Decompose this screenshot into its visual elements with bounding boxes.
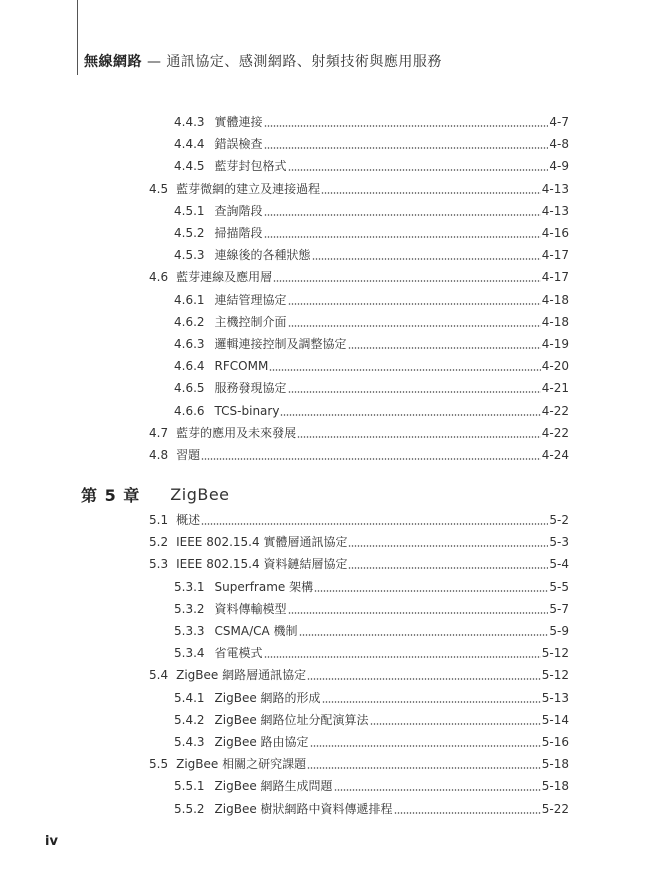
toc-entry-number: 4.4.3 xyxy=(174,115,205,129)
toc-entry[interactable] xyxy=(174,356,569,374)
dot-leader xyxy=(288,303,541,305)
dot-leader xyxy=(322,701,541,703)
toc-entry-number: 5.3 xyxy=(149,557,169,572)
toc-entry-page: 4-24 xyxy=(541,448,569,462)
dot-leader xyxy=(264,147,549,149)
toc-entry-number: 5.4 xyxy=(149,668,169,683)
toc-entry-title: 連線後的各種狀態 xyxy=(214,248,311,263)
dot-leader xyxy=(273,280,541,282)
toc-entry[interactable] xyxy=(174,599,569,617)
header-separator: — xyxy=(142,54,167,70)
toc-entry-page: 4-17 xyxy=(541,248,569,263)
dot-leader xyxy=(288,612,549,614)
dot-leader xyxy=(264,656,541,658)
toc-entry-title: CSMA/CA 機制 xyxy=(214,624,298,638)
toc-entry-number: 4.7 xyxy=(149,425,169,440)
toc-entry-page: 5-2 xyxy=(549,513,569,527)
toc-entry-title: 查詢階段 xyxy=(214,203,263,218)
toc-entry[interactable] xyxy=(174,201,569,219)
toc-entry-page: 5-13 xyxy=(541,690,569,705)
toc-entry[interactable] xyxy=(149,179,569,197)
toc-entry-number: 5.4.1 xyxy=(174,690,205,705)
toc-entry-page: 4-22 xyxy=(541,403,569,418)
toc-entry[interactable] xyxy=(149,532,569,550)
running-header xyxy=(84,53,442,71)
toc-entry-page: 5-3 xyxy=(549,535,569,550)
toc-entry[interactable] xyxy=(149,665,569,683)
toc-entry-title: 資料傳輸模型 xyxy=(214,601,287,616)
toc-entry-page: 4-13 xyxy=(541,203,569,218)
spine-rule xyxy=(77,0,78,75)
toc-entry[interactable] xyxy=(149,754,569,772)
toc-entry-number: 4.6.1 xyxy=(174,292,205,307)
dot-leader xyxy=(348,347,541,349)
toc-entry-title: 省電模式 xyxy=(214,646,263,661)
toc-entry-title: IEEE 802.15.4 實體層通訊協定 xyxy=(176,535,348,550)
toc-entry-number: 4.6.6 xyxy=(174,403,205,418)
toc-entry-title: 邏輯連接控制及調整協定 xyxy=(214,337,347,351)
toc-entry-title: ZigBee 相關之研究課題 xyxy=(176,757,307,772)
book-title: 無線網路 xyxy=(84,54,142,70)
toc-entry-page: 4-20 xyxy=(541,359,569,374)
dot-leader xyxy=(394,812,541,814)
toc-entry[interactable] xyxy=(149,267,569,285)
dot-leader xyxy=(334,789,541,791)
toc-entry-title: 藍芽的應用及未來發展 xyxy=(176,425,297,440)
toc-entry-page: 5-16 xyxy=(541,735,569,749)
dot-leader xyxy=(307,767,541,769)
dot-leader xyxy=(310,745,541,747)
toc-entry-title: 藍芽連線及應用層 xyxy=(176,270,273,285)
toc-entry[interactable] xyxy=(174,688,569,706)
toc-entry[interactable] xyxy=(174,290,569,308)
toc-entry-title: 錯誤檢查 xyxy=(214,137,263,152)
toc-entry[interactable] xyxy=(174,156,569,174)
toc-entry[interactable] xyxy=(174,245,569,263)
toc-entry[interactable] xyxy=(174,378,569,396)
toc-entry-number: 4.6.5 xyxy=(174,381,205,396)
dot-leader xyxy=(314,590,548,592)
toc-entry-number: 5.2 xyxy=(149,535,169,550)
toc-entry[interactable] xyxy=(174,223,569,241)
toc-entry-page: 5-4 xyxy=(549,557,569,572)
toc-entry[interactable] xyxy=(174,710,569,728)
toc-entry[interactable] xyxy=(174,799,569,817)
toc-entry-title: ZigBee 網路的形成 xyxy=(214,690,321,705)
chapter-label: 第 5 章 xyxy=(81,485,141,505)
toc-entry-page: 4-21 xyxy=(541,381,569,396)
dot-leader xyxy=(348,545,548,547)
toc-entry-number: 4.5.2 xyxy=(174,226,205,240)
toc-entry[interactable] xyxy=(174,732,569,750)
toc-entry[interactable] xyxy=(174,621,569,639)
toc-entry[interactable] xyxy=(174,776,569,794)
toc-entry-page: 5-5 xyxy=(549,579,569,594)
toc-entry[interactable] xyxy=(149,445,569,463)
toc-entry-number: 4.5 xyxy=(149,181,169,196)
toc-entry-page: 4-7 xyxy=(549,115,569,129)
toc-entry-number: 4.4.5 xyxy=(174,159,205,174)
toc-entry-title: ZigBee 網路位址分配演算法 xyxy=(214,712,369,727)
toc-entry-title: 概述 xyxy=(176,513,201,527)
toc-entry-title: TCS-binary xyxy=(214,403,280,418)
toc-entry-number: 5.3.4 xyxy=(174,646,205,661)
toc-entry[interactable] xyxy=(174,401,569,419)
toc-entry-title: 掃描階段 xyxy=(214,226,263,240)
book-subtitle: 通訊協定、感測網路、射頻技術與應用服務 xyxy=(166,54,442,70)
toc-entry-title: 藍芽微網的建立及連接過程 xyxy=(176,181,321,196)
toc-entry-number: 4.6 xyxy=(149,270,169,285)
toc-entry-number: 4.6.4 xyxy=(174,359,205,374)
toc-entry-title: 主機控制介面 xyxy=(214,314,287,329)
toc-entry-page: 5-18 xyxy=(541,757,569,772)
dot-leader xyxy=(307,678,541,680)
toc-entry-page: 4-22 xyxy=(541,425,569,440)
toc-entry-page: 5-22 xyxy=(541,801,569,816)
toc-entry-number: 4.4.4 xyxy=(174,137,205,152)
toc-entry-page: 4-16 xyxy=(541,226,569,240)
toc-entry-title: 實體連接 xyxy=(214,115,263,129)
toc-entry-title: IEEE 802.15.4 資料鏈結層協定 xyxy=(176,557,348,572)
dot-leader xyxy=(288,325,541,327)
toc-entry-page: 4-9 xyxy=(549,159,569,174)
dot-leader xyxy=(288,169,549,171)
toc-entry-number: 5.3.1 xyxy=(174,579,205,594)
toc-entry-title: ZigBee 網路生成問題 xyxy=(214,779,333,794)
toc-entry-page: 5-14 xyxy=(541,712,569,727)
toc-entry-number: 5.5.1 xyxy=(174,779,205,794)
dot-leader xyxy=(201,458,541,460)
toc-entry-title: ZigBee 路由協定 xyxy=(214,735,309,749)
dot-leader xyxy=(312,258,541,260)
toc-entry-number: 4.5.1 xyxy=(174,203,205,218)
toc-entry-page: 5-7 xyxy=(549,601,569,616)
toc-entry-number: 4.6.3 xyxy=(174,337,205,351)
toc-entry[interactable] xyxy=(174,312,569,330)
toc-entry[interactable] xyxy=(174,334,569,352)
toc-entry[interactable] xyxy=(174,134,569,152)
toc-entry-number: 5.3.2 xyxy=(174,601,205,616)
dot-leader xyxy=(264,214,541,216)
page-number: iv xyxy=(45,834,58,849)
toc-entry-title: 藍芽封包格式 xyxy=(214,159,287,174)
dot-leader xyxy=(348,567,548,569)
dot-leader xyxy=(269,369,540,371)
toc-entry-page: 5-12 xyxy=(541,668,569,683)
toc-entry-number: 4.5.3 xyxy=(174,248,205,263)
dot-leader xyxy=(297,436,541,438)
toc-entry-page: 4-18 xyxy=(541,292,569,307)
dot-leader xyxy=(370,723,541,725)
toc-entry-number: 5.5 xyxy=(149,757,169,772)
toc-entry-title: 服務發現協定 xyxy=(214,381,287,396)
dot-leader xyxy=(264,125,549,127)
toc-entry[interactable] xyxy=(149,554,569,572)
chapter-title: ZigBee xyxy=(170,484,230,504)
toc-entry[interactable] xyxy=(174,643,569,661)
dot-leader xyxy=(299,634,549,636)
toc-entry-number: 4.8 xyxy=(149,448,169,462)
toc-entry-number: 5.4.3 xyxy=(174,735,205,749)
toc-entry-title: 連結管理協定 xyxy=(214,292,287,307)
toc-entry-number: 4.6.2 xyxy=(174,314,205,329)
toc-entry-number: 5.1 xyxy=(149,513,169,527)
toc-entry-page: 4-8 xyxy=(549,137,569,152)
toc-entry[interactable] xyxy=(149,423,569,441)
toc-entry-page: 4-19 xyxy=(541,337,569,351)
dot-leader xyxy=(201,523,548,525)
toc-entry-number: 5.5.2 xyxy=(174,801,205,816)
toc-entry-page: 4-17 xyxy=(541,270,569,285)
toc-entry-number: 5.3.3 xyxy=(174,624,205,638)
chapter-heading xyxy=(81,483,230,505)
toc-entry-page: 5-9 xyxy=(549,624,569,638)
toc-entry-title: RFCOMM xyxy=(214,359,269,374)
dot-leader xyxy=(321,192,541,194)
toc-entry-page: 4-18 xyxy=(541,314,569,329)
toc-entry-page: 5-18 xyxy=(541,779,569,794)
toc-entry[interactable] xyxy=(174,112,569,130)
dot-leader xyxy=(264,236,541,238)
toc-entry-page: 4-13 xyxy=(541,181,569,196)
toc-entry-page: 5-12 xyxy=(541,646,569,661)
toc-entry-title: 習題 xyxy=(176,448,201,462)
toc-entry[interactable] xyxy=(174,577,569,595)
dot-leader xyxy=(288,391,541,393)
toc-entry[interactable] xyxy=(149,510,569,528)
toc-entry-title: ZigBee 樹狀網路中資料傳遞排程 xyxy=(214,801,393,816)
dot-leader xyxy=(280,414,540,416)
toc-entry-number: 5.4.2 xyxy=(174,712,205,727)
toc-entry-title: Superframe 架構 xyxy=(214,579,314,594)
toc-entry-title: ZigBee 網路層通訊協定 xyxy=(176,668,307,683)
